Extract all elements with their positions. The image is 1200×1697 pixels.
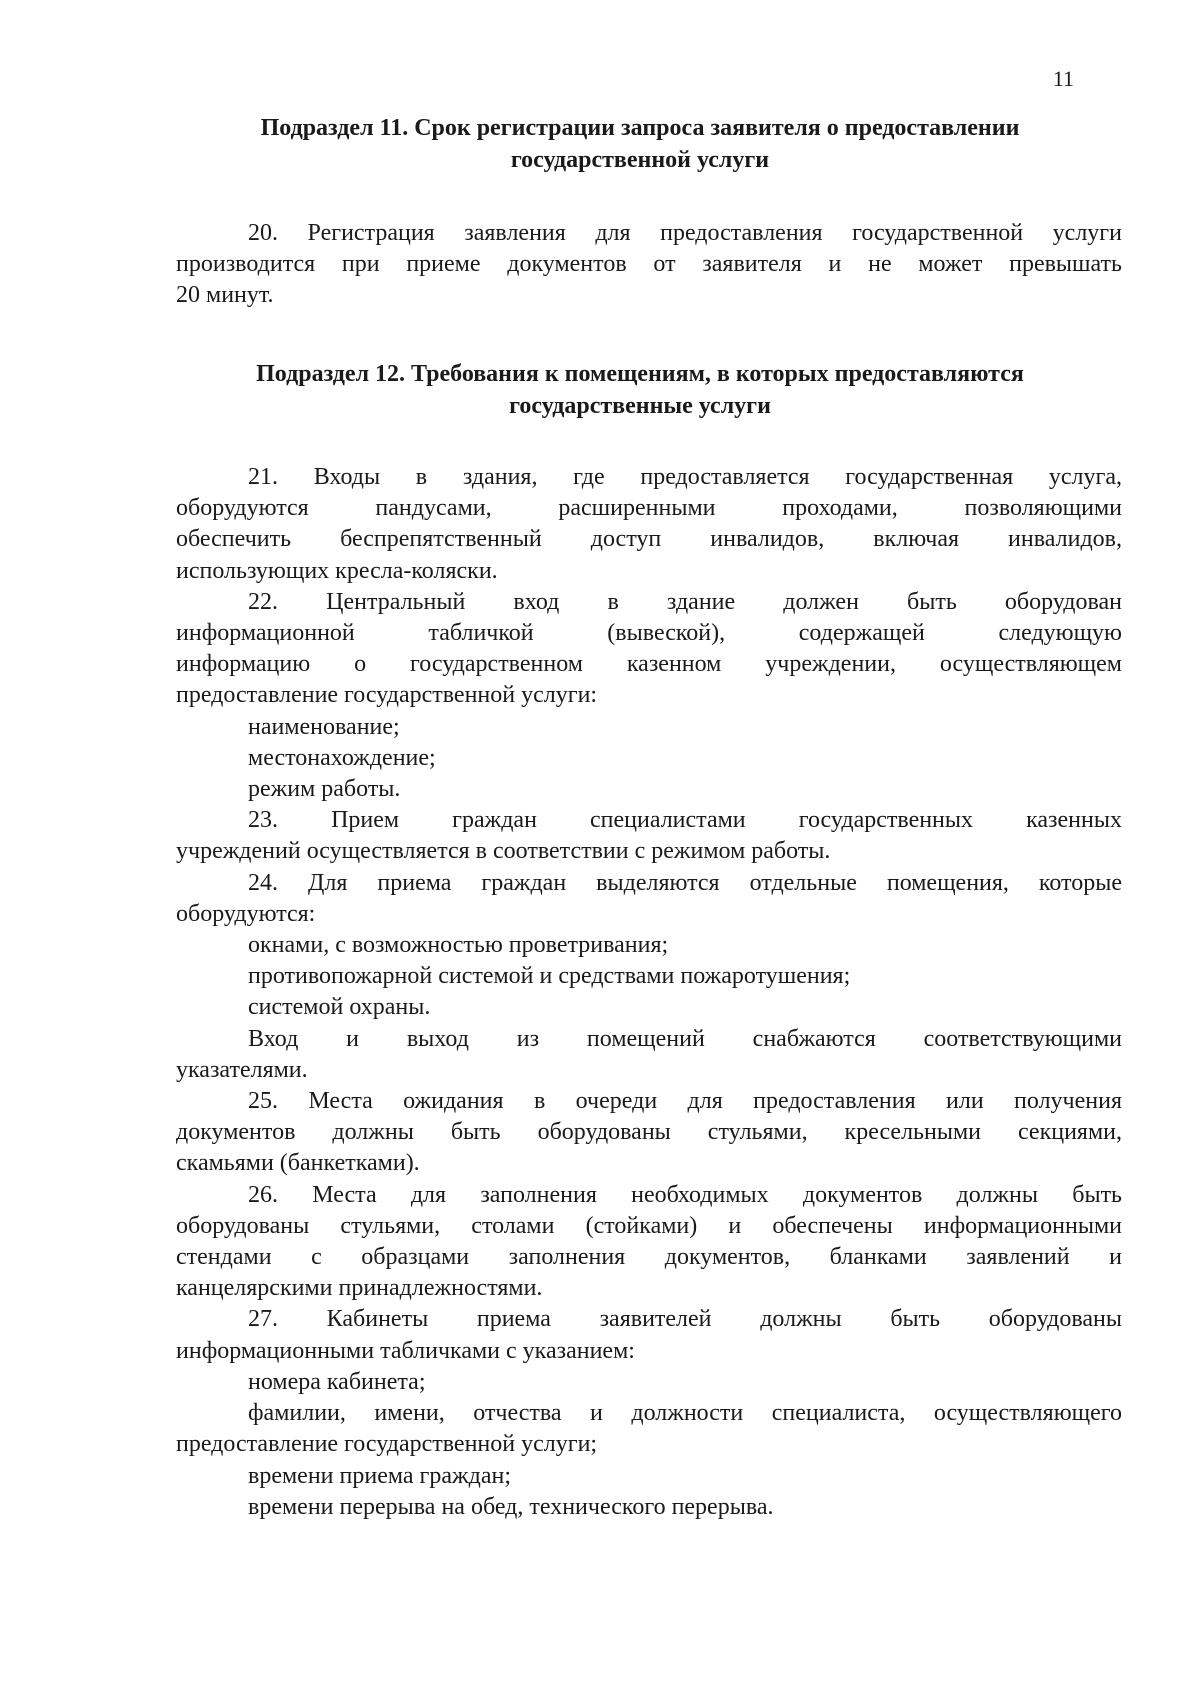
subsection-12-heading	[160, 358, 1120, 422]
page-number: 11	[1052, 66, 1074, 91]
text-line: информацию о государственном казенном учреждении, осуществляющем	[176, 651, 1122, 678]
text-line: производится при приеме документов от заявителя и не может превышать	[176, 251, 1122, 278]
text-line: 24. Для приема граждан выделяются отдельные помещения, которые	[248, 869, 1122, 896]
text-line: 20 минут.	[176, 282, 274, 309]
text-line: указателями.	[176, 1056, 308, 1083]
list-item: наименование;	[248, 713, 400, 740]
heading-line: Подраздел 11. Срок регистрации запроса заявителя о предоставлении	[260, 115, 1020, 141]
text-line: оборудуются пандусами, расширенными проходами, позволяющими	[176, 495, 1122, 522]
text-line: Вход и выход из помещений снабжаются соответствующими	[248, 1025, 1122, 1052]
text-line: 25. Места ожидания в очереди для предоставления или получения	[248, 1088, 1122, 1115]
subsection-12-body	[176, 462, 1122, 1523]
text-line: документов должны быть оборудованы стульями, кресельными секциями,	[176, 1119, 1122, 1146]
text-line: оборудованы стульями, столами (стойками) и обеспечены информационными	[176, 1212, 1122, 1239]
text-line: 26. Места для заполнения необходимых документов должны быть	[248, 1181, 1122, 1208]
text-line: оборудуются:	[176, 900, 316, 927]
paragraph-20	[176, 218, 1122, 312]
text-line: 22. Центральный вход в здание должен быть оборудован	[248, 588, 1122, 615]
text-line: предоставление государственной услуги;	[176, 1431, 598, 1458]
heading-line: государственные услуги	[509, 393, 771, 419]
text-line: использующих кресла-коляски.	[176, 557, 498, 584]
list-item: местонахождение;	[248, 744, 436, 771]
text-line: канцелярскими принадлежностями.	[176, 1275, 543, 1302]
text-line: информационной табличкой (вывеской), содержащей следующую	[176, 620, 1122, 647]
text-line: учреждений осуществляется в соответствии с режимом работы.	[176, 838, 831, 865]
list-item: режим работы.	[248, 776, 401, 803]
text-line: 20. Регистрация заявления для предоставления государственной услуги	[248, 220, 1122, 246]
text-line: 27. Кабинеты приема заявителей должны быть оборудованы	[248, 1306, 1122, 1333]
list-item: системой охраны.	[248, 994, 431, 1021]
heading-line: Подраздел 12. Требования к помещениям, в которых предоставляются	[256, 361, 1024, 387]
text-line: информационными табличками с указанием:	[176, 1337, 635, 1364]
text-line: 23. Прием граждан специалистами государственных казенных	[248, 807, 1122, 834]
subsection-11-heading	[160, 112, 1120, 176]
list-item: номера кабинета;	[248, 1368, 426, 1395]
text-line: 21. Входы в здания, где предоставляется государственная услуга,	[248, 464, 1122, 490]
text-line: обеспечить беспрепятственный доступ инвалидов, включая инвалидов,	[176, 526, 1122, 553]
list-item: окнами, с возможностью проветривания;	[248, 932, 669, 959]
text-line: предоставление государственной услуги:	[176, 682, 598, 709]
list-item: противопожарной системой и средствами пожаротушения;	[248, 963, 851, 990]
text-line: стендами с образцами заполнения документов, бланками заявлений и	[176, 1244, 1122, 1271]
list-item: фамилии, имени, отчества и должности специалиста, осуществляющего	[248, 1400, 1122, 1427]
list-item: времени перерыва на обед, технического перерыва.	[248, 1493, 774, 1520]
list-item: времени приема граждан;	[248, 1462, 511, 1489]
heading-line: государственной услуги	[510, 147, 770, 173]
text-line: скамьями (банкетками).	[176, 1150, 420, 1177]
